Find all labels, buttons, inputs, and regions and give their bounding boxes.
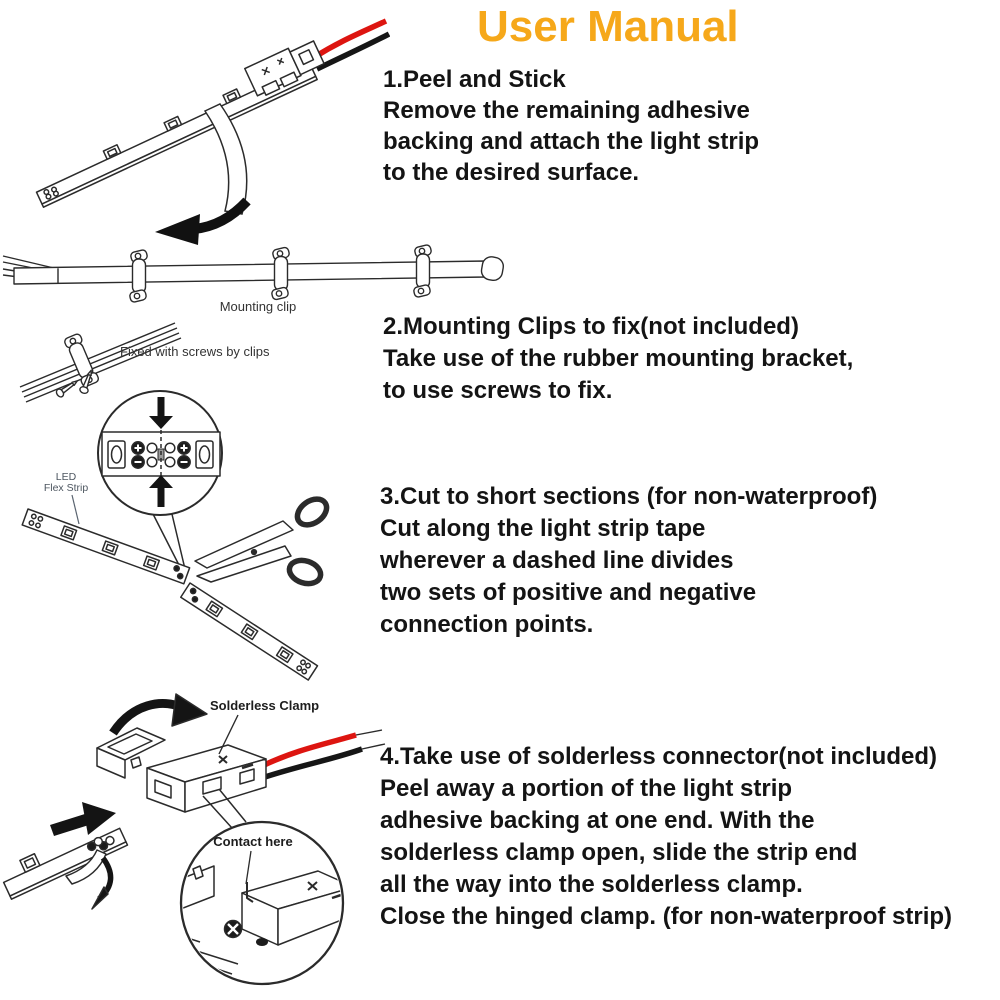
section-3-line: wherever a dashed line divides — [380, 547, 734, 574]
flex-strip-upper — [22, 509, 189, 584]
mounting-clip-icon — [271, 247, 290, 301]
section-2-line: Take use of the rubber mounting bracket, — [383, 345, 854, 372]
section-1-heading: 1.Peel and Stick — [383, 66, 566, 93]
section-2-heading: 2.Mounting Clips to fix(not included) — [383, 313, 799, 340]
section-4-heading: 4.Take use of solderless connector(not included) — [380, 743, 938, 770]
page-title: User Manual — [477, 2, 739, 51]
section-4-text — [380, 741, 952, 933]
solderless-clamp-label: Solderless Clamp — [210, 698, 320, 713]
red-wire — [262, 735, 356, 766]
section-2-text — [383, 311, 853, 407]
peel-arrowhead — [155, 214, 200, 245]
strip-end-cap — [480, 255, 505, 281]
solderless-clamp-body — [147, 745, 266, 812]
flex-strip-lower — [181, 583, 318, 680]
section-1-line: to the desired surface. — [383, 159, 640, 186]
scissors-icon — [195, 494, 331, 588]
led-flex-strip-label: LED — [55, 471, 77, 483]
led-flex-strip-label: Flex Strip — [43, 482, 89, 494]
mounting-clip-icon — [413, 244, 432, 298]
solderless-connector-illustration — [0, 688, 400, 1000]
mounting-clip-icon — [129, 249, 148, 303]
section-1-line: backing and attach the light strip — [383, 128, 760, 155]
peel-arrow — [194, 201, 247, 229]
section-2-line: to use screws to fix. — [383, 377, 613, 404]
section-3-line: two sets of positive and negative — [380, 579, 757, 606]
section-1-text — [383, 64, 759, 188]
section-3-line: connection points. — [380, 611, 594, 638]
section-4-line: all the way into the solderless clamp. — [380, 871, 803, 898]
section-4-line: Peel away a portion of the light strip — [380, 775, 793, 802]
section-4-line: solderless clamp open, slide the strip end — [380, 839, 858, 866]
peel-and-stick-illustration — [10, 8, 390, 248]
section-4-line: adhesive backing at one end. With the — [380, 807, 815, 834]
section-3-heading: 3.Cut to short sections (for non-waterproof) — [380, 483, 878, 510]
peel-liner — [205, 104, 247, 214]
section-3-text — [380, 481, 877, 641]
led-strip — [26, 37, 329, 207]
cut-sections-illustration — [0, 385, 400, 695]
section-1-line: Remove the remaining adhesive — [383, 97, 750, 124]
strip-bar — [14, 261, 486, 284]
insert-arrow — [50, 802, 116, 836]
section-4-line: Close the hinged clamp. (for non-waterproof strip) — [380, 903, 953, 930]
flip-open-arrowhead — [172, 694, 207, 726]
fixed-with-screws-label: Fixed with screws by clips — [120, 344, 270, 359]
section-3-line: Cut along the light strip tape — [380, 515, 706, 542]
black-wire — [265, 749, 362, 777]
contact-here-label: Contact here — [213, 834, 293, 849]
mounting-clip-label: Mounting clip — [219, 299, 297, 314]
